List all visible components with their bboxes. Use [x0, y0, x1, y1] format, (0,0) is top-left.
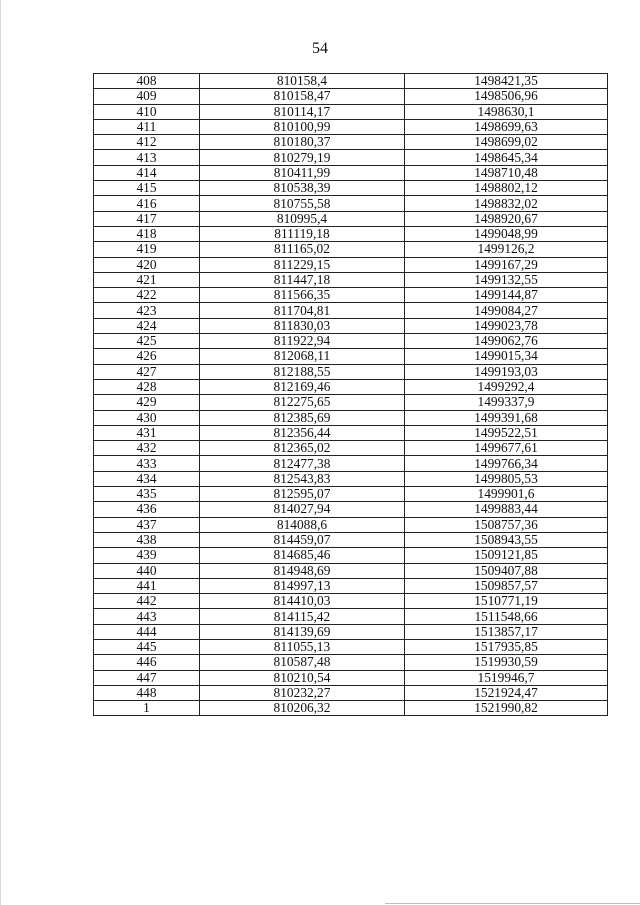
point-number-cell: 422 [94, 288, 200, 303]
point-number-cell: 445 [94, 639, 200, 654]
table-row [94, 181, 608, 196]
point-number-cell: 421 [94, 272, 200, 287]
table-row [94, 532, 608, 547]
point-number-cell: 412 [94, 135, 200, 150]
point-number-cell: 413 [94, 150, 200, 165]
table-row [94, 456, 608, 471]
x-coordinate-cell: 810158,47 [200, 89, 405, 104]
point-number-cell: 441 [94, 578, 200, 593]
table-row [94, 288, 608, 303]
y-coordinate-cell: 1499193,03 [405, 364, 608, 379]
point-number-cell: 440 [94, 563, 200, 578]
x-coordinate-cell: 812595,07 [200, 487, 405, 502]
point-number-cell: 416 [94, 196, 200, 211]
table-row [94, 594, 608, 609]
point-number-cell: 423 [94, 303, 200, 318]
x-coordinate-cell: 811830,03 [200, 318, 405, 333]
y-coordinate-cell: 1499015,34 [405, 349, 608, 364]
x-coordinate-cell: 811447,18 [200, 272, 405, 287]
point-number-cell: 411 [94, 119, 200, 134]
table-row [94, 211, 608, 226]
table-row [94, 379, 608, 394]
point-number-cell: 409 [94, 89, 200, 104]
table-row [94, 349, 608, 364]
y-coordinate-cell: 1498645,34 [405, 150, 608, 165]
scan-edge [0, 0, 1, 905]
x-coordinate-cell: 810210,54 [200, 670, 405, 685]
y-coordinate-cell: 1519930,59 [405, 655, 608, 670]
y-coordinate-cell: 1521990,82 [405, 701, 608, 716]
x-coordinate-cell: 814139,69 [200, 624, 405, 639]
x-coordinate-cell: 810755,58 [200, 196, 405, 211]
table-row [94, 74, 608, 89]
table-row [94, 548, 608, 563]
point-number-cell: 442 [94, 594, 200, 609]
point-number-cell: 1 [94, 701, 200, 716]
y-coordinate-cell: 1499522,51 [405, 425, 608, 440]
point-number-cell: 420 [94, 257, 200, 272]
table-row [94, 165, 608, 180]
page-number: 54 [312, 40, 328, 57]
y-coordinate-cell: 1511548,66 [405, 609, 608, 624]
point-number-cell: 426 [94, 349, 200, 364]
x-coordinate-cell: 811119,18 [200, 226, 405, 241]
y-coordinate-cell: 1498699,02 [405, 135, 608, 150]
point-number-cell: 437 [94, 517, 200, 532]
point-number-cell: 429 [94, 395, 200, 410]
point-number-cell: 439 [94, 548, 200, 563]
x-coordinate-cell: 812385,69 [200, 410, 405, 425]
x-coordinate-cell: 812068,11 [200, 349, 405, 364]
y-coordinate-cell: 1508943,55 [405, 532, 608, 547]
x-coordinate-cell: 810279,19 [200, 150, 405, 165]
point-number-cell: 432 [94, 441, 200, 456]
x-coordinate-cell: 812356,44 [200, 425, 405, 440]
table-row [94, 487, 608, 502]
y-coordinate-cell: 1498630,1 [405, 104, 608, 119]
y-coordinate-cell: 1498832,02 [405, 196, 608, 211]
table-row [94, 578, 608, 593]
x-coordinate-cell: 814948,69 [200, 563, 405, 578]
scan-artifact-line [385, 903, 640, 904]
coordinates-table-body [94, 74, 608, 716]
x-coordinate-cell: 812188,55 [200, 364, 405, 379]
y-coordinate-cell: 1510771,19 [405, 594, 608, 609]
x-coordinate-cell: 810411,99 [200, 165, 405, 180]
point-number-cell: 436 [94, 502, 200, 517]
y-coordinate-cell: 1499048,99 [405, 226, 608, 241]
x-coordinate-cell: 811055,13 [200, 639, 405, 654]
table-row [94, 624, 608, 639]
table-row [94, 318, 608, 333]
point-number-cell: 424 [94, 318, 200, 333]
x-coordinate-cell: 810206,32 [200, 701, 405, 716]
x-coordinate-cell: 814115,42 [200, 609, 405, 624]
point-number-cell: 444 [94, 624, 200, 639]
table-row [94, 655, 608, 670]
table-row [94, 257, 608, 272]
y-coordinate-cell: 1517935,85 [405, 639, 608, 654]
y-coordinate-cell: 1519946,7 [405, 670, 608, 685]
coordinates-table [93, 73, 608, 716]
y-coordinate-cell: 1499883,44 [405, 502, 608, 517]
y-coordinate-cell: 1498506,96 [405, 89, 608, 104]
table-row [94, 441, 608, 456]
x-coordinate-cell: 810232,27 [200, 685, 405, 700]
x-coordinate-cell: 814088,6 [200, 517, 405, 532]
point-number-cell: 434 [94, 471, 200, 486]
table-row [94, 364, 608, 379]
y-coordinate-cell: 1498920,67 [405, 211, 608, 226]
point-number-cell: 428 [94, 379, 200, 394]
y-coordinate-cell: 1499337,9 [405, 395, 608, 410]
y-coordinate-cell: 1509857,57 [405, 578, 608, 593]
y-coordinate-cell: 1498421,35 [405, 74, 608, 89]
point-number-cell: 435 [94, 487, 200, 502]
y-coordinate-cell: 1499084,27 [405, 303, 608, 318]
x-coordinate-cell: 810538,39 [200, 181, 405, 196]
point-number-cell: 448 [94, 685, 200, 700]
table-row [94, 639, 608, 654]
y-coordinate-cell: 1499901,6 [405, 487, 608, 502]
y-coordinate-cell: 1498710,48 [405, 165, 608, 180]
table-row [94, 410, 608, 425]
table-row [94, 563, 608, 578]
x-coordinate-cell: 810180,37 [200, 135, 405, 150]
y-coordinate-cell: 1509407,88 [405, 563, 608, 578]
x-coordinate-cell: 811566,35 [200, 288, 405, 303]
x-coordinate-cell: 810995,4 [200, 211, 405, 226]
y-coordinate-cell: 1499677,61 [405, 441, 608, 456]
y-coordinate-cell: 1499391,68 [405, 410, 608, 425]
point-number-cell: 419 [94, 242, 200, 257]
table-row [94, 89, 608, 104]
y-coordinate-cell: 1499766,34 [405, 456, 608, 471]
table-row [94, 670, 608, 685]
y-coordinate-cell: 1508757,36 [405, 517, 608, 532]
y-coordinate-cell: 1521924,47 [405, 685, 608, 700]
y-coordinate-cell: 1513857,17 [405, 624, 608, 639]
point-number-cell: 427 [94, 364, 200, 379]
x-coordinate-cell: 810158,4 [200, 74, 405, 89]
point-number-cell: 443 [94, 609, 200, 624]
x-coordinate-cell: 811165,02 [200, 242, 405, 257]
x-coordinate-cell: 812275,65 [200, 395, 405, 410]
point-number-cell: 447 [94, 670, 200, 685]
y-coordinate-cell: 1499126,2 [405, 242, 608, 257]
table-row [94, 471, 608, 486]
x-coordinate-cell: 812169,46 [200, 379, 405, 394]
point-number-cell: 410 [94, 104, 200, 119]
table-row [94, 119, 608, 134]
point-number-cell: 446 [94, 655, 200, 670]
y-coordinate-cell: 1499167,29 [405, 257, 608, 272]
x-coordinate-cell: 810114,17 [200, 104, 405, 119]
table-row [94, 685, 608, 700]
point-number-cell: 415 [94, 181, 200, 196]
x-coordinate-cell: 811229,15 [200, 257, 405, 272]
table-row [94, 196, 608, 211]
point-number-cell: 414 [94, 165, 200, 180]
y-coordinate-cell: 1499062,76 [405, 334, 608, 349]
y-coordinate-cell: 1499023,78 [405, 318, 608, 333]
point-number-cell: 418 [94, 226, 200, 241]
table-row [94, 395, 608, 410]
x-coordinate-cell: 814997,13 [200, 578, 405, 593]
x-coordinate-cell: 812365,02 [200, 441, 405, 456]
y-coordinate-cell: 1499805,53 [405, 471, 608, 486]
point-number-cell: 425 [94, 334, 200, 349]
x-coordinate-cell: 814410,03 [200, 594, 405, 609]
table-row [94, 517, 608, 532]
x-coordinate-cell: 814685,46 [200, 548, 405, 563]
x-coordinate-cell: 811922,94 [200, 334, 405, 349]
y-coordinate-cell: 1509121,85 [405, 548, 608, 563]
y-coordinate-cell: 1499144,87 [405, 288, 608, 303]
table-row [94, 150, 608, 165]
point-number-cell: 431 [94, 425, 200, 440]
y-coordinate-cell: 1499132,55 [405, 272, 608, 287]
table-row [94, 104, 608, 119]
x-coordinate-cell: 810100,99 [200, 119, 405, 134]
y-coordinate-cell: 1498802,12 [405, 181, 608, 196]
y-coordinate-cell: 1499292,4 [405, 379, 608, 394]
table-row [94, 334, 608, 349]
table-row [94, 425, 608, 440]
x-coordinate-cell: 814459,07 [200, 532, 405, 547]
x-coordinate-cell: 814027,94 [200, 502, 405, 517]
x-coordinate-cell: 810587,48 [200, 655, 405, 670]
table-row [94, 272, 608, 287]
point-number-cell: 430 [94, 410, 200, 425]
point-number-cell: 408 [94, 74, 200, 89]
table-row [94, 502, 608, 517]
table-row [94, 701, 608, 716]
point-number-cell: 433 [94, 456, 200, 471]
table-row [94, 609, 608, 624]
table-row [94, 226, 608, 241]
table-row [94, 303, 608, 318]
x-coordinate-cell: 812543,83 [200, 471, 405, 486]
table-row [94, 242, 608, 257]
point-number-cell: 438 [94, 532, 200, 547]
table-row [94, 135, 608, 150]
x-coordinate-cell: 812477,38 [200, 456, 405, 471]
y-coordinate-cell: 1498699,63 [405, 119, 608, 134]
point-number-cell: 417 [94, 211, 200, 226]
x-coordinate-cell: 811704,81 [200, 303, 405, 318]
